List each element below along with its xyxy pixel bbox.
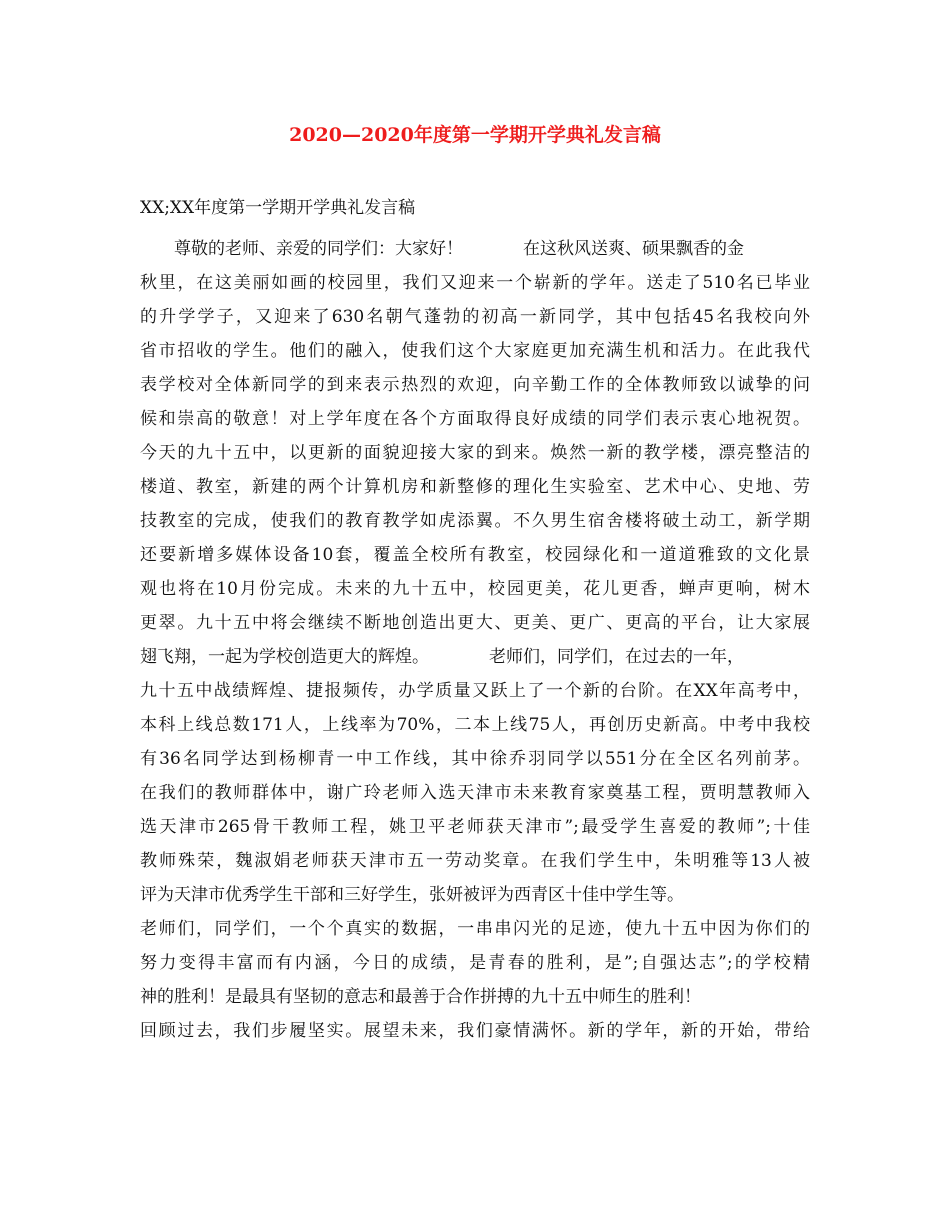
body-line-text: 努力变得丰富而有内涵，今日的成绩，是青春的胜利，是”;自强达志”;的学校精 bbox=[140, 953, 810, 973]
body-line bbox=[140, 470, 810, 504]
body-line-text: 省市招收的学生。他们的融入，使我们这个大家庭更加充满生机和活力。在此我代 bbox=[140, 341, 810, 361]
body-line-text-continued: 老师们，同学们，在过去的一年， bbox=[489, 647, 744, 667]
body-line-text: 表学校对全体新同学的到来表示热烈的欢迎，向辛勤工作的全体教师致以诚挚的问 bbox=[140, 375, 810, 395]
body-line bbox=[140, 606, 810, 640]
body-line-text: 尊敬的老师、亲爱的同学们：大家好！ bbox=[174, 239, 463, 259]
body-line-text: 教师殊荣，魏淑娟老师获天津市五一劳动奖章。在我们学生中，朱明雅等13人被 bbox=[140, 851, 810, 871]
body-line bbox=[140, 538, 810, 572]
body-line-text: 今天的九十五中，以更新的面貌迎接大家的到来。焕然一新的教学楼，漂亮整洁的 bbox=[140, 443, 810, 463]
body-line bbox=[140, 980, 810, 1014]
body-line-text: 本科上线总数171人，上线率为70%，二本上线75人，再创历史新高。中考中我校 bbox=[140, 715, 810, 735]
body-line-text: 技教室的完成，使我们的教育教学如虎添翼。不久男生宿舍楼将破土动工，新学期 bbox=[140, 511, 810, 531]
body-line bbox=[140, 300, 810, 334]
body-line bbox=[140, 232, 810, 266]
body-line bbox=[140, 1014, 810, 1048]
body-line-text: 在我们的教师群体中，谢广玲老师入选天津市未来教育家奠基工程，贾明慧教师入 bbox=[140, 783, 810, 803]
body-line-text: 的升学学子，又迎来了630名朝气蓬勃的初高一新同学，其中包括45名我校向外 bbox=[140, 307, 810, 327]
body-line bbox=[140, 334, 810, 368]
body-line bbox=[140, 776, 810, 810]
body-line bbox=[140, 504, 810, 538]
body-line bbox=[140, 912, 810, 946]
body-line bbox=[140, 742, 810, 776]
body-line-text: 老师们，同学们，一个个真实的数据，一串串闪光的足迹，使九十五中因为你们的 bbox=[140, 919, 810, 939]
body-line bbox=[140, 878, 810, 912]
body-line-text: 秋里，在这美丽如画的校园里，我们又迎来一个崭新的学年。送走了510名已毕业 bbox=[140, 273, 810, 293]
body-line bbox=[140, 946, 810, 980]
body-line-text: 更翠。九十五中将会继续不断地创造出更大、更美、更广、更高的平台，让大家展 bbox=[140, 613, 810, 633]
body-line bbox=[140, 640, 810, 674]
body-line bbox=[140, 368, 810, 402]
body-line bbox=[140, 844, 810, 878]
body-line-text: 楼道、教室，新建的两个计算机房和新整修的理化生实验室、艺术中心、史地、劳 bbox=[140, 477, 810, 497]
body-line-text: 回顾过去，我们步履坚实。展望未来，我们豪情满怀。新的学年，新的开始，带给 bbox=[140, 1021, 810, 1041]
body-line-text: 翅飞翔，一起为学校创造更大的辉煌。 bbox=[140, 647, 429, 667]
body-line-text: 九十五中战绩辉煌、捷报频传，办学质量又跃上了一个新的台阶。在XX年高考中， bbox=[140, 681, 810, 701]
body-line bbox=[140, 810, 810, 844]
body-line bbox=[140, 708, 810, 742]
body-line bbox=[140, 266, 810, 300]
body-line-text: 观也将在10月份完成。未来的九十五中，校园更美，花儿更香，蝉声更响，树木 bbox=[140, 579, 810, 599]
body-line-text: 神的胜利！是最具有坚韧的意志和最善于合作拼搏的九十五中师生的胜利！ bbox=[140, 987, 701, 1007]
body-line bbox=[140, 436, 810, 470]
document-title: 2020—2020年度第一学期开学典礼发言稿 bbox=[289, 124, 661, 146]
document-body bbox=[140, 232, 810, 1048]
body-line-text-continued: 在这秋风送爽、硕果飘香的金 bbox=[523, 239, 744, 259]
body-line bbox=[140, 674, 810, 708]
body-line bbox=[140, 402, 810, 436]
body-line-text: 评为天津市优秀学生干部和三好学生，张妍被评为西青区十佳中学生等。 bbox=[140, 885, 684, 905]
body-line-text: 还要新增多媒体设备10套，覆盖全校所有教室，校园绿化和一道道雅致的文化景 bbox=[140, 545, 810, 565]
body-line-text: 候和崇高的敬意！对上学年度在各个方面取得良好成绩的同学们表示衷心地祝贺。 bbox=[140, 409, 810, 429]
body-line-text: 有36名同学达到杨柳青一中工作线，其中徐乔羽同学以551分在全区名列前茅。 bbox=[140, 749, 810, 769]
body-line bbox=[140, 572, 810, 606]
body-line-text: 选天津市265骨干教师工程，姚卫平老师获天津市”;最受学生喜爱的教师”;十佳 bbox=[140, 817, 810, 837]
document-subtitle: XX;XX年度第一学期开学典礼发言稿 bbox=[140, 198, 416, 218]
